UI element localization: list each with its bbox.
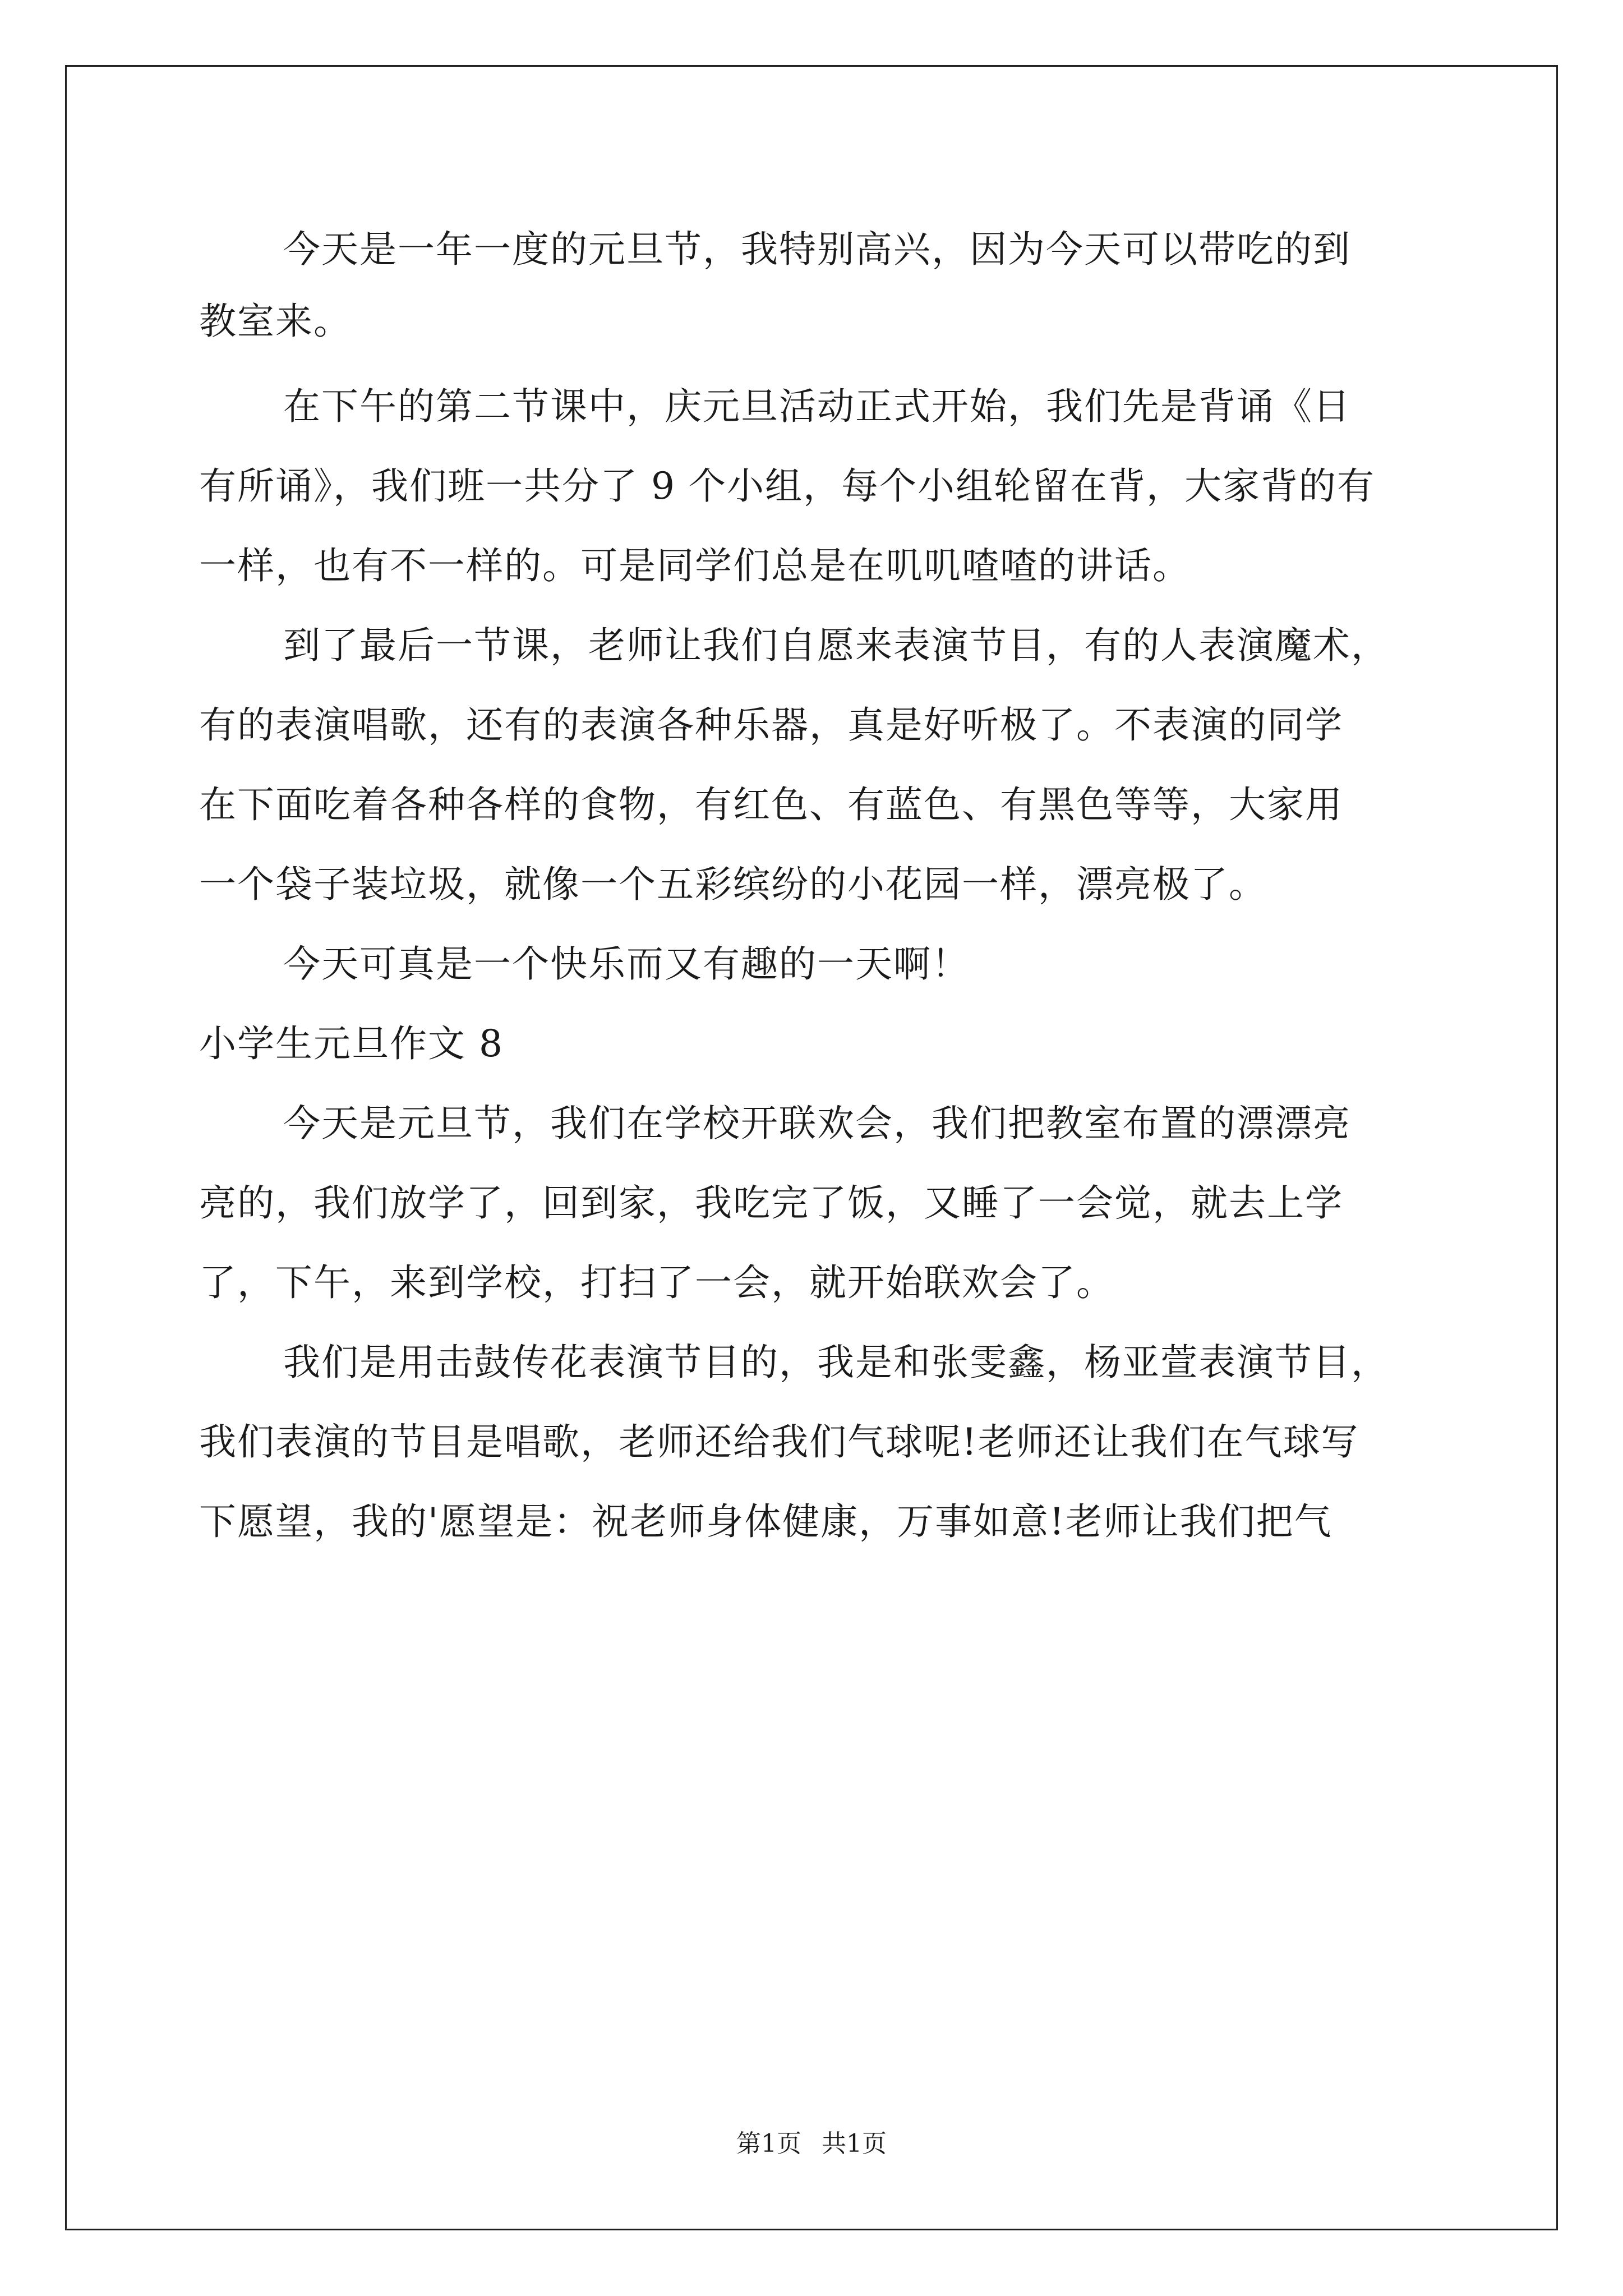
page-footer	[0, 2127, 1623, 2161]
paragraph-line: 一样，也有不一样的。可是同学们总是在叽叽喳喳的讲话。	[199, 544, 1191, 587]
paragraph-line: 一个袋子装垃圾，就像一个五彩缤纷的小花园一样，漂亮极了。	[199, 863, 1267, 906]
page-total: 共1页	[822, 2129, 887, 2158]
paragraph-line: 今天可真是一个快乐而又有趣的一天啊！	[283, 942, 970, 986]
paragraph-line: 了，下午，来到学校，打扫了一会，就开始联欢会了。	[199, 1261, 1114, 1304]
paragraph-line: 我们表演的节目是唱歌，老师还给我们气球呢!老师还让我们在气球写	[199, 1420, 1359, 1464]
paragraph-line: 有的表演唱歌，还有的表演各种乐器，真是好听极了。不表演的同学	[199, 703, 1343, 747]
paragraph-line: 今天是一年一度的元旦节，我特别高兴，因为今天可以带吃的到	[283, 228, 1351, 271]
paragraph-line: 教室来。	[199, 300, 352, 343]
paragraph-line: 有所诵》，我们班一共分了 9 个小组，每个小组轮留在背，大家背的有	[199, 464, 1375, 508]
paragraph-line: 到了最后一节课，老师让我们自愿来表演节目，有的人表演魔术，	[283, 624, 1389, 667]
paragraph-line: 在下午的第二节课中，庆元旦活动正式开始，我们先是背诵《日	[283, 385, 1351, 428]
section-heading: 小学生元旦作文 8	[199, 1022, 504, 1065]
paragraph-line: 在下面吃着各种各样的食物，有红色、有蓝色、有黑色等等，大家用	[199, 783, 1343, 826]
paragraph-line: 今天是元旦节，我们在学校开联欢会，我们把教室布置的漂漂亮	[283, 1102, 1351, 1145]
paragraph-line: 亮的，我们放学了，回到家，我吃完了饭，又睡了一会觉，就去上学	[199, 1181, 1343, 1225]
paragraph-line: 我们是用击鼓传花表演节目的，我是和张雯鑫，杨亚萱表演节目，	[283, 1341, 1389, 1384]
paragraph-line: 下愿望，我的'愿望是：祝老师身体健康，万事如意!老师让我们把气	[199, 1500, 1332, 1543]
page-number: 第1页	[736, 2129, 801, 2158]
